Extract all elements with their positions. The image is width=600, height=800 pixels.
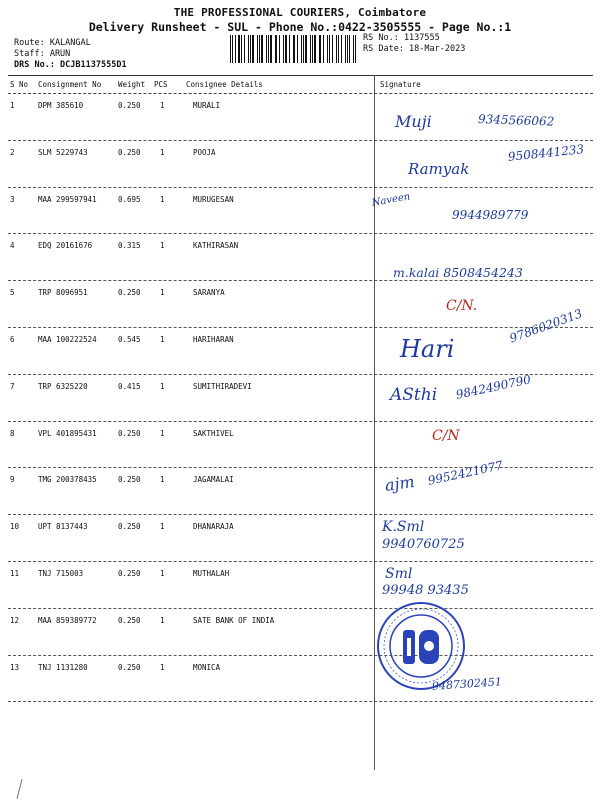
barcode-bar	[327, 35, 328, 63]
cell-sno: 6	[10, 334, 15, 344]
signature-10: K.Sml	[382, 519, 425, 535]
signature-9-phone: 9952421077	[426, 458, 505, 488]
barcode-bar	[283, 35, 284, 63]
cell-sno: 8	[10, 428, 15, 438]
cell-sno: 1	[10, 101, 15, 110]
barcode-bar	[266, 35, 267, 63]
cell-sno: 13	[10, 662, 20, 672]
cell-consignee: SUMITHIRADEVI	[193, 381, 252, 391]
cell-pcs: 1	[160, 615, 165, 625]
barcode-bar	[293, 35, 294, 63]
drs-label: DRS No.: DCJB1137555D1	[14, 60, 127, 70]
barcode-bar	[329, 35, 330, 63]
barcode-bar	[257, 35, 258, 63]
cell-pcs: 1	[160, 381, 165, 391]
barcode-bar	[314, 35, 315, 63]
barcode-bar	[310, 35, 311, 63]
barcode-bar	[319, 35, 320, 63]
cell-weight: 0.250	[118, 615, 141, 625]
cell-consignment: TRP 6325220	[38, 381, 88, 391]
cell-consignee: DHANARAJA	[193, 522, 234, 532]
cell-pcs: 1	[160, 101, 165, 110]
barcode-bar	[323, 35, 324, 63]
cell-sno: 10	[10, 522, 20, 532]
cell-consignment: TNJ 1131280	[38, 662, 88, 672]
barcode-bar	[268, 35, 269, 63]
col-consignment: Consignment No	[38, 80, 102, 89]
cell-pcs: 1	[160, 568, 165, 578]
cell-sno: 12	[10, 615, 20, 625]
cell-weight: 0.250	[118, 522, 141, 532]
cell-weight: 0.250	[118, 147, 141, 157]
signature-3-phone: 9944989779	[452, 208, 529, 222]
signature-7-phone: 9842490790	[454, 372, 533, 402]
cell-sno: 11	[10, 568, 20, 578]
barcode-bar	[349, 35, 350, 63]
table-row	[8, 609, 593, 656]
cell-weight: 0.695	[118, 194, 141, 204]
barcode-bar	[285, 35, 287, 63]
barcode-bar	[270, 35, 271, 63]
cell-pcs: 1	[160, 428, 165, 438]
cell-consignment: TMG 200378435	[38, 475, 97, 485]
cell-sno: 3	[10, 194, 15, 204]
cell-weight: 0.545	[118, 334, 141, 344]
table-row	[8, 468, 593, 515]
barcode-bar	[279, 35, 280, 63]
cell-pcs: 1	[160, 475, 165, 485]
barcode-bar	[294, 35, 295, 63]
cell-sno: 5	[10, 288, 15, 298]
cell-consignment: UPT 8137443	[38, 522, 88, 532]
cell-consignee: KATHIRASAN	[193, 241, 239, 251]
barcode-bar	[248, 35, 249, 63]
signature-8: C/N	[432, 428, 460, 444]
barcode-bar	[347, 35, 348, 63]
barcode-bar	[230, 35, 231, 63]
col-signature: Signature	[380, 80, 421, 89]
barcode-bar	[338, 35, 339, 63]
cell-consignee: SARANYA	[193, 288, 225, 298]
cell-weight: 0.250	[118, 101, 141, 110]
signature-7: ASthi	[390, 385, 438, 405]
barcode-bar	[301, 35, 302, 63]
cell-weight: 0.250	[118, 428, 141, 438]
table-row	[8, 281, 593, 328]
cell-consignment: SLM 5229743	[38, 147, 88, 157]
cell-pcs: 1	[160, 334, 165, 344]
col-sno: S No	[10, 80, 29, 89]
cell-weight: 0.415	[118, 381, 141, 391]
rs-date-label: RS Date: 18-Mar-2023	[363, 44, 466, 54]
signature-6-phone: 9786020313	[507, 306, 585, 346]
table-row	[8, 141, 593, 188]
barcode-bar	[259, 35, 260, 63]
cell-consignee: POOJA	[193, 147, 216, 157]
cell-sno: 7	[10, 381, 15, 391]
barcode-bar	[289, 35, 290, 63]
col-pcs: PCS	[154, 80, 168, 89]
barcode-bar	[244, 35, 245, 63]
barcode-bar	[336, 35, 338, 63]
table-row	[8, 515, 593, 562]
rs-no-label: RS No.: 1137555	[363, 33, 440, 43]
cell-pcs: 1	[160, 522, 165, 532]
signature-10-phone: 9940760725	[382, 537, 465, 552]
signature-1-phone: 9345566062	[477, 112, 555, 129]
cell-consignment: EDQ 20161676	[38, 241, 93, 251]
barcode-bar	[320, 35, 321, 63]
signature-3: Naveen	[371, 191, 412, 209]
barcode-bar	[305, 35, 307, 63]
cell-sno: 9	[10, 475, 15, 485]
cell-consignee: MONICA	[193, 662, 221, 672]
barcode-bar	[241, 35, 243, 63]
signature-6: Hari	[400, 335, 455, 363]
barcode-bar	[252, 35, 253, 63]
barcode-bar	[261, 35, 263, 63]
cell-weight: 0.315	[118, 241, 141, 251]
barcode-bar	[275, 35, 276, 63]
signature-9: ajm	[383, 471, 416, 495]
cell-weight: 0.250	[118, 475, 141, 485]
cell-pcs: 1	[160, 662, 165, 672]
signature-2: Ramyak	[408, 160, 470, 178]
cell-consignment: MAA 299597941	[38, 194, 97, 204]
barcode-bar	[250, 35, 251, 63]
table-row	[8, 422, 593, 469]
barcode-bar	[312, 35, 313, 63]
barcode-bar	[303, 35, 304, 63]
cell-sno: 2	[10, 147, 15, 157]
barcode-bar	[341, 35, 342, 63]
table-header	[8, 75, 593, 94]
signature-4: m.kalai 8508454243	[393, 265, 523, 280]
signature-5: C/N.	[446, 298, 478, 314]
cell-consignment: TRP 8096951	[38, 288, 88, 298]
runsheet-title: THE PROFESSIONAL COURIERS, Coimbatore	[173, 6, 427, 19]
barcode-bar	[355, 35, 356, 63]
cell-weight: 0.250	[118, 288, 141, 298]
barcode-bar	[332, 35, 333, 63]
barcode	[230, 35, 358, 63]
signature-2-phone: 9508441233	[507, 142, 585, 164]
cell-consignment: VPL 401895431	[38, 428, 97, 438]
signature-11-phone: 99948 93435	[382, 583, 469, 598]
cell-pcs: 1	[160, 147, 165, 157]
barcode-bar	[345, 35, 346, 63]
barcode-bar	[297, 35, 298, 63]
table-body	[8, 94, 593, 702]
cell-consignee: SAKTHIVEL	[193, 428, 234, 438]
route-label: Route: KALANGAL	[14, 38, 91, 48]
cell-pcs: 1	[160, 194, 165, 204]
col-weight: Weight	[118, 80, 146, 89]
table-row	[8, 656, 593, 703]
signature-11: Sml	[385, 566, 413, 582]
cell-weight: 0.250	[118, 568, 141, 578]
table-row	[8, 562, 593, 609]
cell-consignment: MAA 859389772	[38, 615, 97, 625]
cell-consignment: MAA 100222524	[38, 334, 97, 344]
cell-consignee: MUTHALAH	[193, 568, 230, 578]
cell-pcs: 1	[160, 241, 165, 251]
runsheet-subtitle: Delivery Runsheet - SUL - Phone No.:0422-3505555 - Page No.:1	[88, 20, 512, 34]
cell-consignment: TNJ 715003	[38, 568, 84, 578]
barcode-bar	[238, 35, 239, 63]
cell-consignee: MURALI	[193, 101, 221, 110]
table-row	[8, 328, 593, 375]
col-consignee: Consignee Details	[186, 80, 263, 89]
barcode-bar	[353, 35, 354, 63]
barcode-bar	[235, 35, 236, 63]
cell-consignee: HARIHARAN	[193, 334, 234, 344]
signature-1: Muji	[395, 112, 432, 131]
staff-label: Staff: ARUN	[14, 49, 71, 59]
cell-weight: 0.250	[118, 662, 141, 672]
cell-consignee: MURUGESAN	[193, 194, 234, 204]
cell-sno: 4	[10, 241, 15, 251]
cell-consignee: JAGAMALAI	[193, 475, 234, 485]
cell-pcs: 1	[160, 288, 165, 298]
cell-consignee: SATE BANK OF INDIA	[193, 615, 275, 625]
margin-tick-mark	[14, 778, 26, 800]
signature-13-phone: 9487302451	[431, 675, 503, 693]
cell-consignment: DPM 385610	[38, 101, 84, 110]
barcode-bar	[276, 35, 277, 63]
barcode-bar	[232, 35, 233, 63]
